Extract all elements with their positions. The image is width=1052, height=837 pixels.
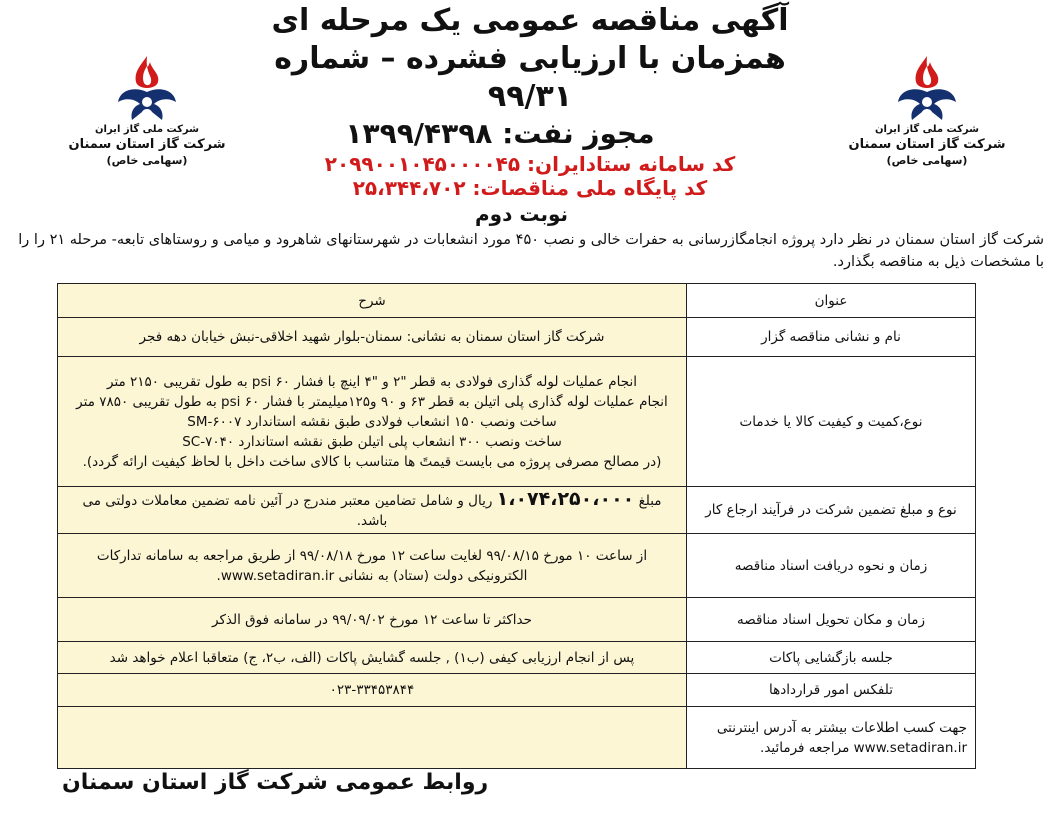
row-label-organizer: نام و نشانی مناقصه گزار xyxy=(687,318,976,357)
tender-header xyxy=(230,2,830,200)
row-label-opening: جلسه بازگشایی پاکات xyxy=(687,642,976,674)
row-label-receive: زمان و نحوه دریافت اسناد مناقصه xyxy=(687,534,976,598)
intro-paragraph: شرکت گاز استان سمنان در نظر دارد پروژه انجامگازرسانی به حفرات خالی و نصب ۴۵۰ مورد انشعابات در شهرستانهای شاهرود و میامی و روستاهای تابعه- مرحله ۲۱ را را با مشخصات ذیل به مناقصه بگذارد. xyxy=(18,232,1044,270)
column-header-description: شرح xyxy=(58,284,687,318)
table-row xyxy=(58,534,976,598)
table-row xyxy=(58,487,976,534)
logo-type-line: (سهامی خاص) xyxy=(106,154,188,167)
row-label-info xyxy=(687,707,976,769)
column-header-title: عنوان xyxy=(687,284,976,318)
row-value-organizer: شرکت گاز استان سمنان به نشانی: سمنان-بلوار شهید اخلاقی-نبش خیابان دهه فجر xyxy=(58,318,687,357)
goods-line: ساخت ونصب ۱۵۰ انشعاب فولادی طبق نقشه استاندارد SM-۶۰۰۷ xyxy=(187,413,557,430)
info-line: جهت کسب اطلاعات بیشتر به آدرس اینترنتی xyxy=(716,719,967,736)
public-relations-signature: روابط عمومی شرکت گاز استان سمنان xyxy=(62,770,489,795)
national-code: کد پایگاه ملی مناقصات: ۲۵،۳۴۴،۷۰۲ xyxy=(352,176,708,200)
table-row xyxy=(58,674,976,707)
goods-line: انجام عملیات لوله گذاری پلی اتیلن به قطر ۶۳ و ۹۰ و۱۲۵میلیمتر با فشار psi ۶۰ به طول تقریبی ۷۸۵۰ متر xyxy=(76,393,668,410)
logo-province-line: شرکت گاز استان سمنان xyxy=(68,137,226,152)
logo-province-line: شرکت گاز استان سمنان xyxy=(848,137,1006,152)
logo-type-line: (سهامی خاص) xyxy=(886,154,968,167)
table-row xyxy=(58,598,976,642)
tender-title: آگهی مناقصه عمومی یک مرحله ای xyxy=(271,3,789,38)
tender-subtitle: همزمان با ارزیابی فشرده – شماره ۹۹/۳۱ xyxy=(274,41,786,114)
nigc-logo-left xyxy=(68,52,226,192)
table-row xyxy=(58,707,976,769)
table-header-row xyxy=(58,284,976,318)
table-row xyxy=(58,357,976,487)
goods-line: (در مصالح مصرفی پروژه می بایست قیمتً ها متناسب با کالای ساخت داخل با لحاظ کیفیت ارائه گردد). xyxy=(82,453,662,470)
table-row xyxy=(58,318,976,357)
nigc-logo-right xyxy=(848,52,1006,192)
oil-permit: مجوز نفت: ۱۳۹۹/۴۳۹۸ xyxy=(345,117,655,150)
logo-company-line: شرکت ملی گاز ایران xyxy=(875,124,979,135)
table-row xyxy=(58,642,976,674)
tender-details-table xyxy=(57,283,976,769)
row-value-opening: پس از انجام ارزیابی کیفی (ب۱) , جلسه گشایش پاکات (الف، ب۲، ج) متعاقبا اعلام خواهد شد xyxy=(58,642,687,674)
row-label-phone: تلفکس امور قراردادها xyxy=(687,674,976,707)
row-label-deliver: زمان و مکان تحویل اسناد مناقصه xyxy=(687,598,976,642)
row-label-goods: نوع،کمیت و کیفیت کالا یا خدمات xyxy=(687,357,976,487)
receive-line: از ساعت ۱۰ مورخ ۹۹/۰۸/۱۵ لغایت ساعت ۱۲ مورخ ۹۹/۰۸/۱۸ از طریق مراجعه به سامانه تدارکات xyxy=(96,547,648,564)
row-value-info-empty xyxy=(58,707,687,769)
goods-line: انجام عملیات لوله گذاری فولادی به قطر "۲ و "۴ اینچ با فشار psi ۶۰ به طول تقریبی ۲۱۵۰ متر xyxy=(107,373,637,390)
guarantee-suffix: ریال و شامل تضامین معتبر مندرج در آئین نامه تضمین معاملات دولتی می باشد. xyxy=(82,493,493,529)
logo-company-line: شرکت ملی گاز ایران xyxy=(95,124,199,135)
row-value-receive xyxy=(58,534,687,598)
goods-line: ساخت ونصب ۳۰۰ انشعاب پلی اتیلن طبق نقشه استاندارد SC-۷۰۴۰ xyxy=(182,433,562,450)
setad-code: کد سامانه ستادایران: ۲۰۹۹۰۰۱۰۴۵۰۰۰۰۴۵ xyxy=(324,152,736,176)
info-line: www.setadiran.ir مراجعه فرمائید. xyxy=(760,739,967,756)
row-value-deliver: حداکثر تا ساعت ۱۲ مورخ ۹۹/۰۹/۰۲ در سامانه فوق الذکر xyxy=(58,598,687,642)
gas-flame-icon xyxy=(892,52,962,124)
row-value-goods xyxy=(58,357,687,487)
publication-round: نوبت دوم xyxy=(475,202,569,226)
guarantee-prefix: مبلغ xyxy=(638,493,662,509)
receive-line: الکترونیکی دولت (ستاد) به نشانی www.setadiran.ir. xyxy=(216,567,528,584)
row-label-guarantee: نوع و مبلغ تضمین شرکت در فرآیند ارجاع کار xyxy=(687,487,976,534)
gas-flame-icon xyxy=(112,52,182,124)
row-value-phone: ۰۲۳-۳۳۴۵۳۸۴۴ xyxy=(58,674,687,707)
row-value-guarantee xyxy=(58,487,687,534)
guarantee-amount: ۱،۰۷۴،۲۵۰،۰۰۰ xyxy=(496,488,635,510)
